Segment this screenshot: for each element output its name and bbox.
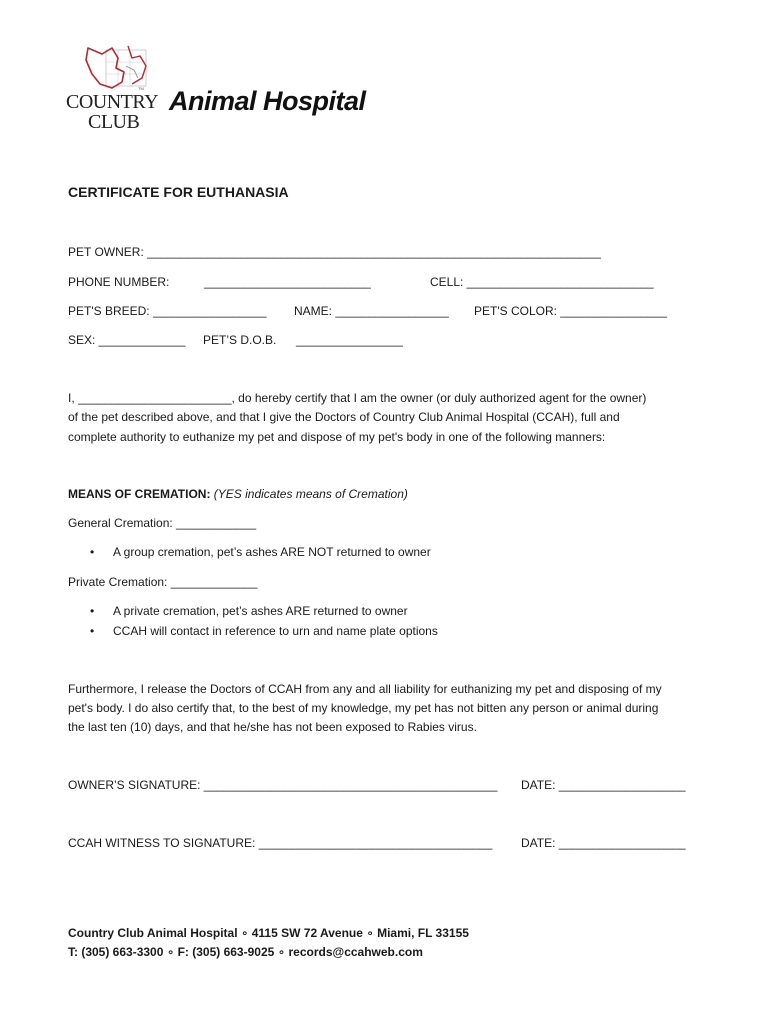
- cell-field: CELL: ____________________________: [430, 275, 654, 289]
- private-cremation-field: Private Cremation: _____________: [68, 575, 258, 589]
- release-line-1: Furthermore, I release the Doctors of CCAH from any and all liability for euthanizing my pet and disposing of my: [68, 682, 662, 696]
- general-cremation-bullet: A group cremation, pet’s ashes ARE NOT returned to owner: [113, 545, 431, 559]
- dog-cat-logo-icon: [82, 44, 150, 94]
- bullet-icon: •: [90, 545, 95, 559]
- owner-date-field: DATE: ___________________: [521, 778, 686, 792]
- cremation-heading: MEANS OF CREMATION:: [68, 487, 211, 501]
- sex-field: SEX: _____________: [68, 333, 186, 347]
- footer-address: Country Club Animal Hospital ∘ 4115 SW 72 Avenue ∘ Miami, FL 33155: [68, 926, 469, 940]
- logo-animal-hospital-text: Animal Hospital: [169, 86, 366, 116]
- phone-number-line: _________________________: [204, 275, 371, 289]
- certify-line-3: complete authority to euthanize my pet and dispose of my pet's body in one of the following manners:: [68, 430, 606, 444]
- bullet-icon: •: [90, 604, 95, 618]
- footer-contact: T: (305) 663-3300 ∘ F: (305) 663-9025 ∘ records@ccahweb.com: [68, 945, 423, 959]
- witness-date-field: DATE: ___________________: [521, 836, 686, 850]
- cremation-heading-row: [68, 487, 408, 501]
- owner-signature-field: OWNER’S SIGNATURE: ____________________________________________: [68, 778, 498, 792]
- witness-signature-field: CCAH WITNESS TO SIGNATURE: ___________________________________: [68, 836, 493, 850]
- pet-dob-label: PET’S D.O.B.: [203, 333, 277, 347]
- private-cremation-bullet-1: A private cremation, pet’s ashes ARE returned to owner: [113, 604, 408, 618]
- release-line-3: the last ten (10) days, and that he/she has not been exposed to Rabies virus.: [68, 720, 477, 734]
- pet-color-field: PET'S COLOR: ________________: [474, 304, 668, 318]
- pet-dob-line: ________________: [296, 333, 403, 347]
- release-line-2: pet's body. I do also certify that, to the best of my knowledge, my pet has not bitten any person or animal during: [68, 701, 659, 715]
- document-title: CERTIFICATE FOR EUTHANASIA: [68, 184, 289, 200]
- private-cremation-bullet-2: CCAH will contact in reference to urn and name plate options: [113, 624, 438, 638]
- phone-number-label: PHONE NUMBER:: [68, 275, 170, 289]
- hospital-logo: [66, 44, 396, 134]
- certify-line-1: I, _______________________, do hereby certify that I am the owner (or duly authorized agent for the owner): [68, 391, 647, 405]
- bullet-icon: •: [90, 624, 95, 638]
- pet-owner-field: PET OWNER: ____________________________________________________________________: [68, 245, 601, 259]
- pet-name-field: NAME: _________________: [294, 304, 449, 318]
- certify-line-2: of the pet described above, and that I give the Doctors of Country Club Animal Hospital (CCAH), full and: [68, 410, 620, 424]
- svg-text:TM: TM: [138, 86, 144, 91]
- cremation-note: (YES indicates means of Cremation): [213, 487, 408, 501]
- logo-club-text: CLUB: [88, 111, 140, 133]
- general-cremation-field: General Cremation: ____________: [68, 516, 257, 530]
- logo-country-text: COUNTRY: [66, 91, 159, 113]
- pet-breed-field: PET'S BREED: _________________: [68, 304, 267, 318]
